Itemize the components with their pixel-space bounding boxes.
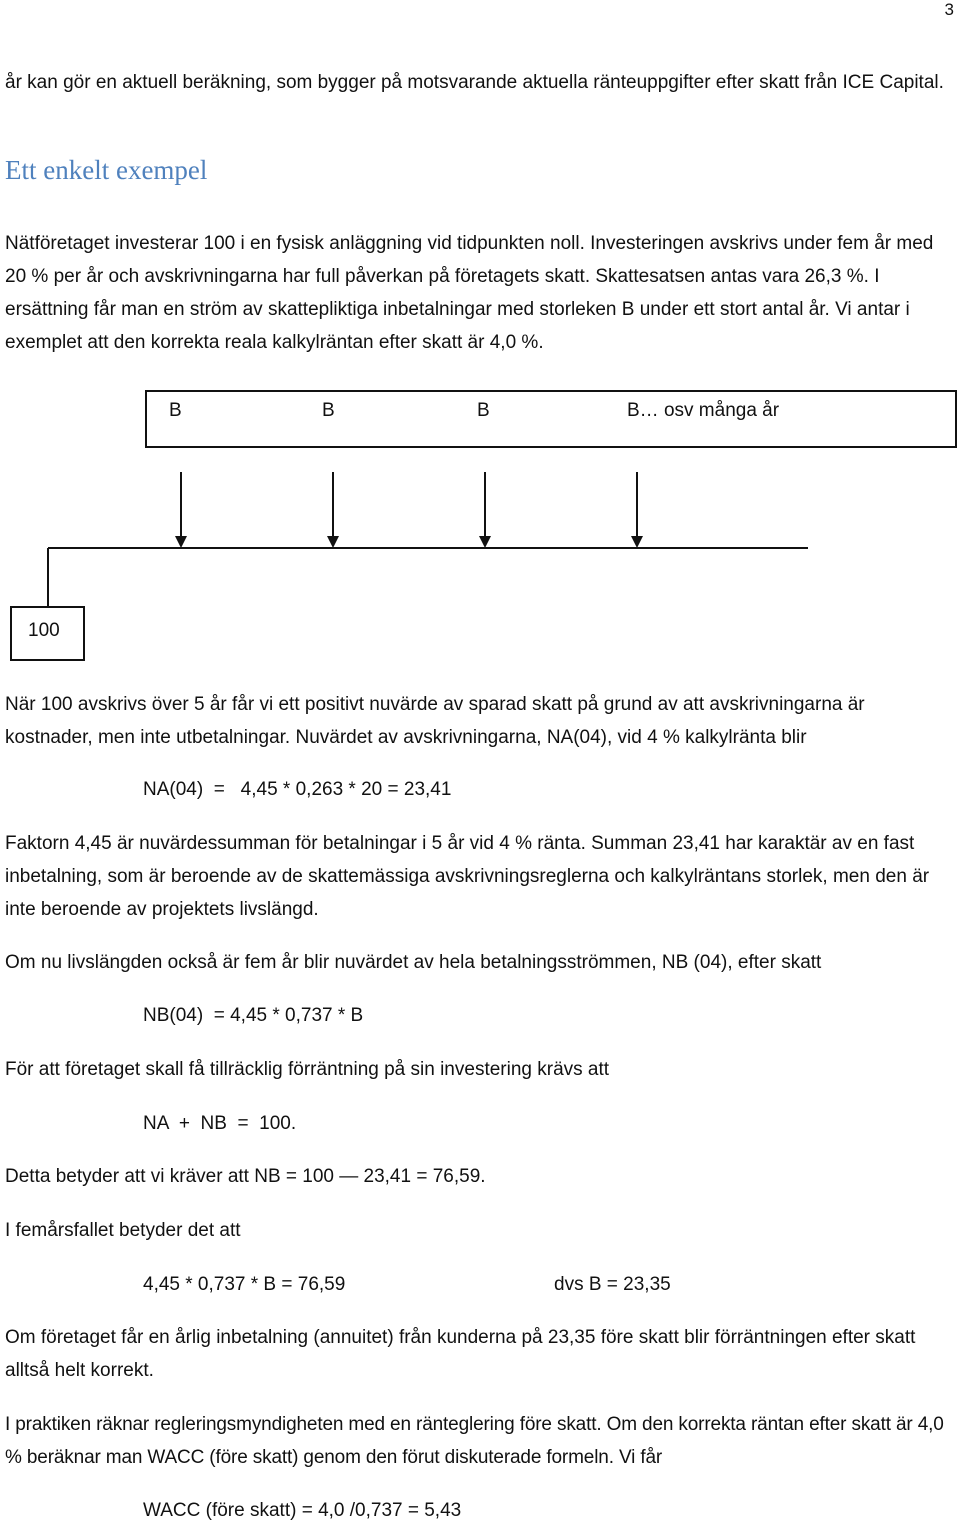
arrow-head-3	[479, 536, 491, 548]
paragraph-requirement: För att företaget skall få tillräcklig förräntning på sin investering krävs att	[5, 1059, 610, 1080]
paragraph-practice: I praktiken räknar regleringsmyndigheten med en ränteglering före skatt. Om den korrekta räntan efter skatt är 4,0 % beräknar man WACC (före skatt) genom den förut diskuterade formeln. Vi får	[5, 1414, 944, 1468]
arrow-head-2	[327, 536, 339, 548]
formula-nb: NB(04) = 4,45 * 0,737 * B	[143, 1005, 364, 1026]
arrow-head-4	[631, 536, 643, 548]
paragraph-nb-requirement: Detta betyder att vi kräver att NB = 100 — 23,41 = 76,59.	[5, 1166, 486, 1187]
payment-label-1: B	[169, 400, 182, 421]
investment-box	[10, 606, 85, 661]
arrow-head-1	[175, 536, 187, 548]
paragraph-lifetime: Om nu livslängden också är fem år blir nuvärdet av hela betalningsströmmen, NB (04), efter skatt	[5, 952, 822, 973]
cashflow-diagram	[0, 380, 960, 670]
paragraph-example-setup: Nätföretaget investerar 100 i en fysisk anläggning vid tidpunkten noll. Investeringen avskrivs under fem år med 20 % per år och avskrivningarna har full påverkan på företagets skatt. Skattesatsen antas vara 26,3 %. I ersättning får man en ström av skattepliktiga inbetalningar med storleken B under ett stort antal år. Vi antar i exemplet att den korrekta reala kalkylräntan efter skatt är 4,0 %.	[5, 233, 934, 353]
formula-wacc: WACC (före skatt) = 4,0 /0,737 = 5,43	[143, 1500, 462, 1521]
formula-b-result: dvs B = 23,35	[554, 1274, 671, 1295]
payment-label-2: B	[322, 400, 335, 421]
paragraph-intro: år kan gör en aktuell beräkning, som bygger på motsvarande aktuella ränteuppgifter efter skatt från ICE Capital.	[5, 72, 944, 93]
page-number: 3	[944, 0, 954, 19]
timeline-lines	[0, 380, 960, 670]
formula-b: 4,45 * 0,737 * B = 76,59	[143, 1274, 346, 1295]
paragraph-factor: Faktorn 4,45 är nuvärdessumman för betalningar i 5 år vid 4 % ränta. Summan 23,41 har karaktär av en fast inbetalning, som är beroende av de skattemässiga avskrivningsreglerna och kalkylräntans storlek, men den är inte beroende av projektets livslängd.	[5, 833, 930, 920]
formula-na: NA(04) = 4,45 * 0,263 * 20 = 23,41	[143, 779, 452, 800]
payment-label-4: B… osv många år	[627, 400, 780, 421]
paragraph-depreciation: När 100 avskrivs över 5 år får vi ett positivt nuvärde av sparad skatt på grund av att avskrivningarna är kostnader, men inte utbetalningar. Nuvärdet av avskrivningarna, NA(04), vid 4 % kalkylränta blir	[5, 694, 865, 748]
payment-label-3: B	[477, 400, 490, 421]
formula-sum: NA + NB = 100.	[143, 1113, 297, 1134]
paragraph-annuity: Om företaget får en årlig inbetalning (annuitet) från kunderna på 23,35 före skatt blir förräntningen efter skatt alltså helt korrekt.	[5, 1327, 916, 1381]
paragraph-five-year: I femårsfallet betyder det att	[5, 1220, 241, 1241]
section-heading: Ett enkelt exempel	[5, 155, 208, 185]
investment-label: 100	[28, 620, 60, 641]
